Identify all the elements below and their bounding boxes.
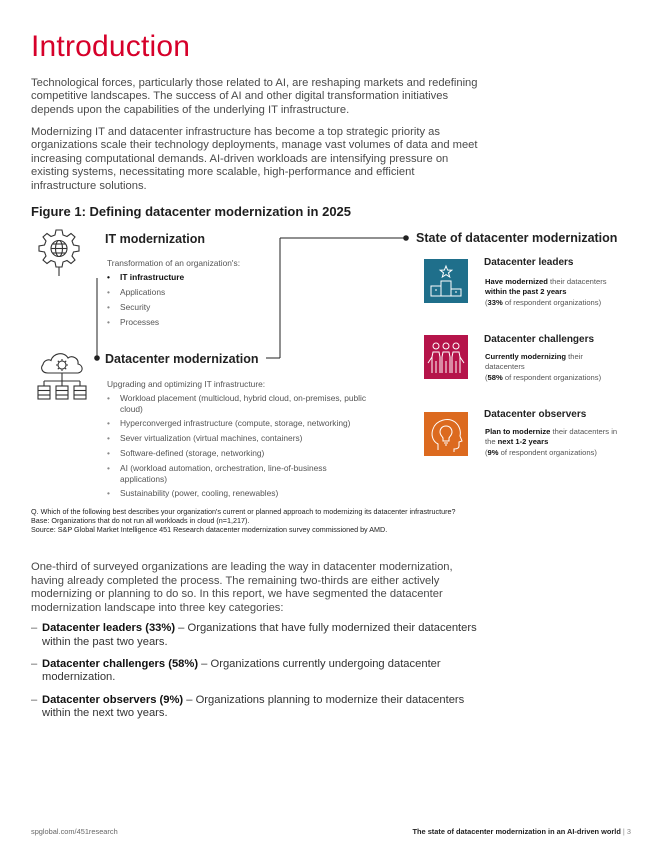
- page-number: 3: [626, 827, 631, 836]
- state-of-modernization-heading: State of datacenter modernization: [416, 231, 618, 245]
- figure-title: Figure 1: Defining datacenter modernization in 2025: [31, 204, 352, 219]
- footer-url[interactable]: spglobal.com/451research: [31, 827, 118, 836]
- category-observers-name: Datacenter observers: [484, 409, 587, 420]
- list-item: • Sever virtualization (virtual machines, containers): [107, 433, 372, 444]
- category-challengers-description: Currently modernizing their datacenters (58% of respondent organizations): [485, 352, 602, 382]
- intro-paragraph-1: Technological forces, particularly those related to AI, are reshaping markets and redefining competitive landscapes. The success of AI and other digital transformation initiatives depends upon the capabilities of the underlying IT infrastructure.: [31, 77, 478, 116]
- survey-source: Source: S&P Global Market Intelligence 451 Research datacenter modernization survey commissioned by AMD.: [31, 524, 388, 534]
- people-group-icon: [424, 335, 468, 379]
- category-leaders-name: Datacenter leaders: [484, 257, 574, 268]
- it-modernization-subtitle: Transformation of an organization's:: [107, 258, 241, 268]
- it-modernization-list: [107, 272, 184, 332]
- list-item: • Workload placement (multicloud, hybrid cloud, on-premises, public cloud): [107, 393, 372, 414]
- body-paragraph: One-third of surveyed organizations are leading the way in datacenter modernization, having already completed the process. The remaining two-thirds are either actively modernizing or planning to do so. In this report, we have segmented the datacenter modernization landscape into three key categories:: [31, 561, 453, 614]
- footer-document-title: The state of datacenter modernization in an AI-driven world | 3: [412, 827, 631, 836]
- list-item: • Processes: [107, 317, 184, 332]
- category-challengers-name: Datacenter challengers: [484, 334, 595, 345]
- gear-globe-icon: [35, 226, 83, 278]
- category-list: [31, 622, 481, 729]
- datacenter-modernization-list: [107, 393, 372, 503]
- podium-star-icon: [424, 259, 468, 303]
- list-item: • AI (workload automation, orchestration, line-of-business applications): [107, 463, 372, 484]
- datacenter-modernization-subtitle: Upgrading and optimizing IT infrastructure:: [107, 379, 266, 389]
- survey-base: Base: Organizations that do not run all workloads in cloud (n=1,217).: [31, 515, 250, 525]
- figure-notes: [31, 508, 471, 534]
- list-item: – Datacenter observers (9%) – Organizations planning to modernize their datacenters within the next two years.: [31, 694, 481, 721]
- intro-paragraph-2: Modernizing IT and datacenter infrastructure has become a top strategic priority as organizations scale their technology deployments, manage vast volumes of data and meet increasing computational demands. AI-driven workloads are intensifying pressure on existing systems, necessitating more scalable, high-performance and efficient infrastructure solutions.: [31, 126, 478, 192]
- category-observers-description: Plan to modernize their datacenters in the next 1-2 years (9% of respondent organizations): [485, 427, 618, 457]
- category-leaders-description: Have modernized their datacenters within the past 2 years (33% of respondent organizations): [485, 277, 607, 307]
- list-item: • IT infrastructure: [107, 272, 184, 287]
- list-item: • Sustainability (power, cooling, renewables): [107, 488, 372, 499]
- list-item: – Datacenter leaders (33%) – Organizations that have fully modernized their datacenters within the past two years.: [31, 622, 481, 649]
- list-item: • Applications: [107, 287, 184, 302]
- datacenter-modernization-heading: Datacenter modernization: [105, 352, 259, 366]
- head-lightbulb-icon: [424, 412, 468, 456]
- cloud-servers-icon: [34, 347, 90, 403]
- list-item: – Datacenter challengers (58%) – Organizations currently undergoing datacenter modernization.: [31, 658, 481, 685]
- list-item: • Hyperconverged infrastructure (compute, storage, networking): [107, 418, 372, 429]
- it-modernization-heading: IT modernization: [105, 232, 205, 246]
- list-item: • Security: [107, 302, 184, 317]
- survey-question: Q. Which of the following best describes your organization's current or planned approach to modernizing its datacenter infrastructure?: [31, 507, 456, 516]
- page-title: Introduction: [31, 30, 191, 63]
- list-item: • Software-defined (storage, networking): [107, 448, 372, 459]
